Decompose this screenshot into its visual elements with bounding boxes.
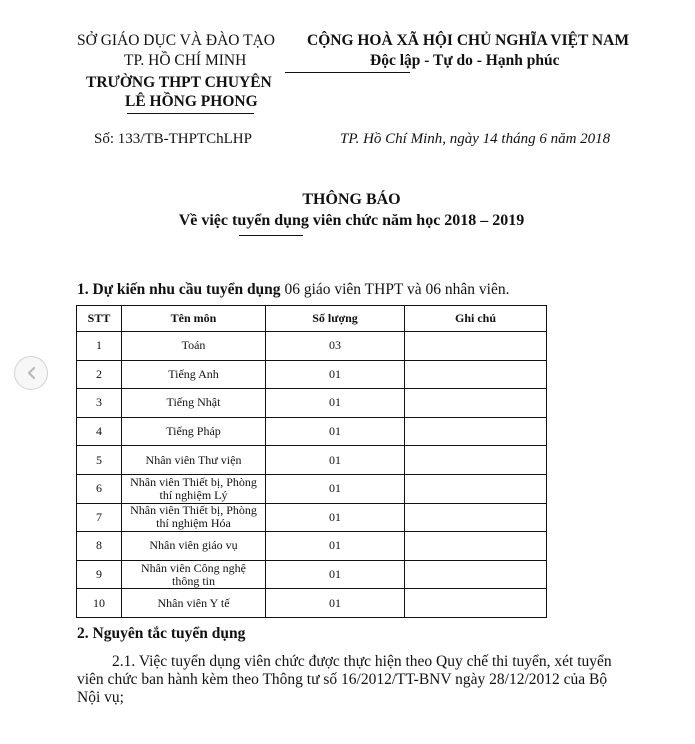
row-subject-line: Tiếng Pháp — [166, 424, 221, 439]
previous-page-button[interactable] — [14, 356, 48, 390]
row-subject-line: Nhân viên giáo vụ — [149, 538, 238, 553]
row-subject-line: Nhân viên Thiết bị, Phòng — [130, 474, 257, 489]
row-quantity: 01 — [266, 560, 405, 589]
row-note — [405, 389, 547, 418]
chevron-left-icon — [24, 365, 40, 381]
row-quantity: 03 — [266, 332, 405, 361]
country-name: CỘNG HOÀ XÃ HỘI CHỦ NGHĨA VIỆT NAM — [307, 32, 629, 49]
table-row — [77, 417, 547, 446]
row-note — [405, 417, 547, 446]
col-header-quantity: Số lượng — [266, 306, 405, 332]
row-quantity: 01 — [266, 389, 405, 418]
row-quantity: 01 — [266, 589, 405, 618]
section1-heading: 1. Dự kiến nhu cầu tuyển dụng — [77, 281, 281, 298]
header-left-underline — [127, 113, 254, 114]
row-note — [405, 446, 547, 475]
row-quantity: 01 — [266, 360, 405, 389]
agency-name: SỞ GIÁO DỤC VÀ ĐÀO TẠO — [77, 32, 275, 49]
row-subject-line: thí nghiệm Hóa — [156, 516, 231, 531]
table-row — [77, 589, 547, 618]
place-date: TP. Hồ Chí Minh, ngày 14 tháng 6 năm 2018 — [340, 131, 611, 147]
row-stt: 2 — [77, 360, 122, 389]
row-subject — [122, 589, 266, 618]
section1-text: 06 giáo viên THPT và 06 nhân viên. — [280, 281, 510, 298]
recruitment-table — [76, 305, 547, 618]
row-note — [405, 360, 547, 389]
row-subject — [122, 532, 266, 561]
col-header-stt: STT — [77, 306, 122, 332]
row-note — [405, 560, 547, 589]
row-note — [405, 474, 547, 503]
table-row — [77, 360, 547, 389]
row-quantity: 01 — [266, 532, 405, 561]
document-subtitle: Về việc tuyển dụng viên chức năm học 2018 – 2019 — [178, 212, 525, 229]
table-row — [77, 474, 547, 503]
header-right-underline — [285, 72, 410, 73]
row-subject — [122, 503, 266, 532]
row-subject — [122, 332, 266, 361]
row-subject — [122, 446, 266, 475]
row-subject-line: Tiếng Nhật — [166, 395, 221, 410]
row-stt: 8 — [77, 532, 122, 561]
table-row — [77, 332, 547, 361]
row-stt: 7 — [77, 503, 122, 532]
row-note — [405, 532, 547, 561]
row-stt: 9 — [77, 560, 122, 589]
row-quantity: 01 — [266, 474, 405, 503]
row-quantity: 01 — [266, 417, 405, 446]
table-row — [77, 560, 547, 589]
section1-line — [77, 281, 509, 299]
row-subject-line: Nhân viên Thiết bị, Phòng — [130, 503, 257, 518]
row-subject — [122, 360, 266, 389]
row-subject-line: Nhân viên Y tế — [157, 595, 230, 610]
agency-city: TP. HỒ CHÍ MINH — [124, 52, 247, 69]
row-subject — [122, 417, 266, 446]
table-header-row — [77, 306, 547, 332]
section2-heading: 2. Nguyên tắc tuyển dụng — [77, 625, 246, 642]
col-header-note: Ghi chú — [405, 306, 547, 332]
row-stt: 4 — [77, 417, 122, 446]
table-row — [77, 446, 547, 475]
row-subject-line: thông tin — [171, 573, 215, 588]
row-subject-line: Nhân viên Thư viện — [145, 452, 242, 467]
section2-para-line2: viên chức ban hành kèm theo Thông tư số 16/2012/TT-BNV ngày 28/12/2012 của Bộ — [77, 671, 608, 688]
row-subject — [122, 560, 266, 589]
row-stt: 10 — [77, 589, 122, 618]
row-subject — [122, 474, 266, 503]
row-quantity: 01 — [266, 446, 405, 475]
row-subject-line: Toán — [181, 338, 206, 353]
row-stt: 3 — [77, 389, 122, 418]
row-note — [405, 332, 547, 361]
col-header-subject: Tên môn — [122, 306, 266, 332]
row-subject — [122, 389, 266, 418]
row-subject-line: thí nghiệm Lý — [159, 487, 228, 502]
row-quantity: 01 — [266, 503, 405, 532]
school-name-line1: TRƯỜNG THPT CHUYÊN — [86, 74, 272, 91]
school-name-line2: LÊ HỒNG PHONG — [125, 93, 258, 110]
row-subject-line: Tiếng Anh — [168, 366, 219, 381]
section2-para-line3: Nội vụ; — [77, 689, 124, 706]
title-underline — [239, 235, 303, 236]
row-note — [405, 589, 547, 618]
document-title: THÔNG BÁO — [302, 191, 401, 208]
table-row — [77, 389, 547, 418]
row-subject-line: Nhân viên Công nghệ — [141, 560, 246, 575]
document-number: Số: 133/TB-THPTChLHP — [94, 131, 252, 147]
row-note — [405, 503, 547, 532]
section2-para-line1: 2.1. Việc tuyển dụng viên chức được thực hiện theo Quy chế thi tuyển, xét tuyển — [112, 653, 612, 670]
motto: Độc lập - Tự do - Hạnh phúc — [370, 52, 560, 69]
row-stt: 1 — [77, 332, 122, 361]
row-stt: 5 — [77, 446, 122, 475]
table-row — [77, 503, 547, 532]
table-row — [77, 532, 547, 561]
row-stt: 6 — [77, 474, 122, 503]
